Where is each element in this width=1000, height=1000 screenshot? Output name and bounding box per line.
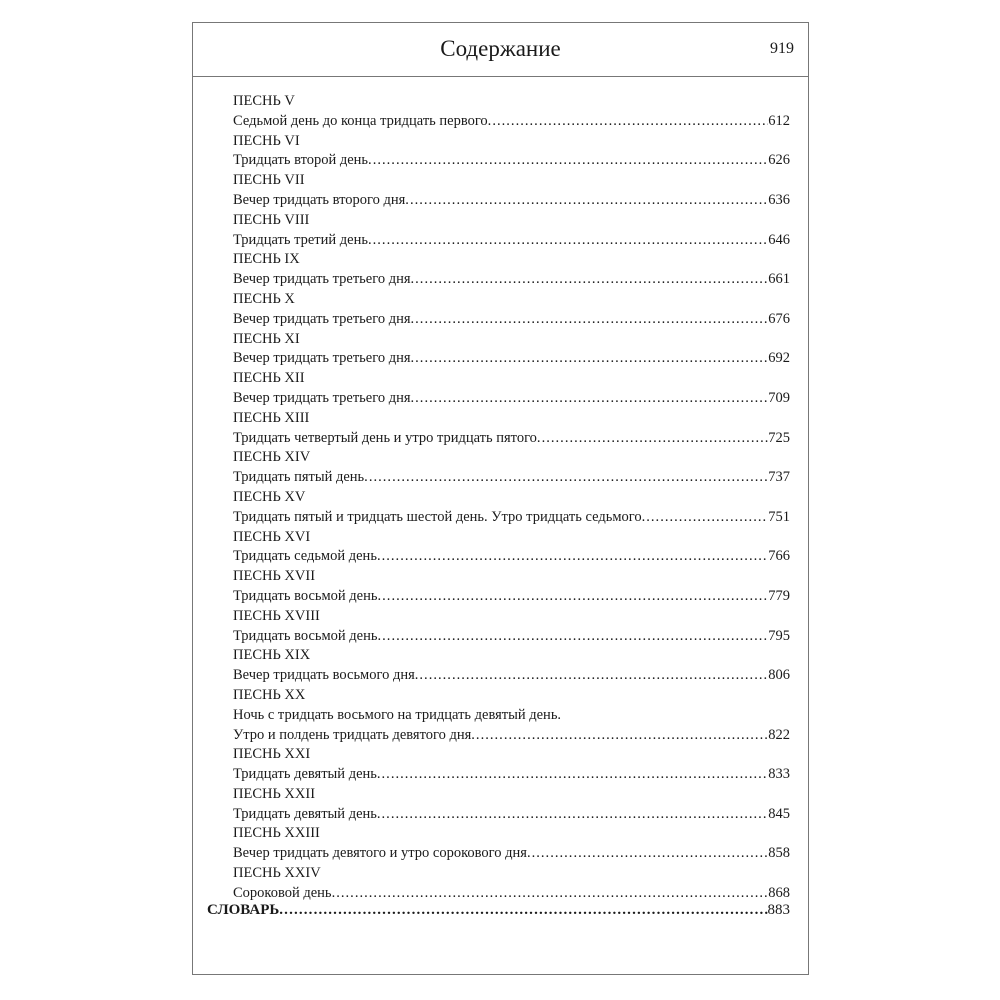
- toc-entry[interactable]: [233, 666, 790, 686]
- entry-page: 626: [768, 152, 790, 169]
- dot-leader: [471, 726, 768, 746]
- canto-heading: ПЕСНЬ XII: [233, 370, 305, 387]
- toc-entry[interactable]: [233, 884, 790, 904]
- entry-title-line: Ночь с тридцать восьмого на тридцать девятый день.: [233, 706, 562, 723]
- entry-page: 845: [768, 805, 790, 822]
- toc-entry[interactable]: [233, 389, 790, 409]
- entry-page: 737: [768, 469, 790, 486]
- entry-page: 636: [768, 191, 790, 208]
- canto-heading: ПЕСНЬ XIX: [233, 647, 311, 664]
- entry-page: 868: [768, 884, 790, 901]
- entry-page: 822: [768, 726, 790, 743]
- dot-leader: [377, 765, 768, 785]
- canto-heading: ПЕСНЬ XIII: [233, 409, 310, 426]
- entry-title: Тридцать второй день: [233, 152, 369, 169]
- entry-page: 858: [768, 845, 790, 862]
- canto-heading: ПЕСНЬ XV: [233, 488, 306, 505]
- toc-entry[interactable]: [233, 627, 790, 647]
- dot-leader: [411, 389, 769, 409]
- toc-page: [192, 22, 809, 975]
- entry-page: 692: [768, 350, 790, 367]
- canto-heading: ПЕСНЬ XI: [233, 330, 300, 347]
- dot-leader: [488, 112, 769, 132]
- entry-title: Тридцать девятый день: [233, 805, 377, 822]
- dot-leader: [537, 429, 768, 449]
- entry-title: Вечер тридцать восьмого дня: [233, 667, 415, 684]
- canto-heading: ПЕСНЬ V: [233, 93, 295, 109]
- entry-title: Утро и полдень тридцать девятого дня: [233, 726, 472, 743]
- entry-title: Седьмой день до конца тридцать первого: [233, 112, 488, 129]
- toc-entry[interactable]: [233, 508, 790, 528]
- dot-leader: [377, 805, 768, 825]
- canto-heading: ПЕСНЬ XXII: [233, 785, 316, 802]
- table-of-contents: [233, 92, 790, 904]
- canto-heading: ПЕСНЬ XXIII: [233, 825, 320, 842]
- toc-entry-dictionary[interactable]: [207, 902, 790, 919]
- entry-page: 766: [768, 548, 790, 565]
- entry-page: 833: [768, 766, 790, 783]
- entry-title: Вечер тридцать девятого и утро сорокового дня: [233, 845, 527, 862]
- dot-leader: [279, 902, 767, 919]
- entry-title: Сороковой день: [233, 884, 332, 901]
- entry-title: Тридцать пятый день: [233, 469, 365, 486]
- dot-leader: [332, 884, 769, 904]
- toc-entry[interactable]: [233, 805, 790, 825]
- entry-title: СЛОВАРЬ: [207, 902, 280, 918]
- entry-page: 661: [768, 271, 790, 288]
- entry-page: 725: [768, 429, 790, 446]
- dot-leader: [527, 844, 768, 864]
- page-title: Содержание: [440, 36, 561, 61]
- canto-heading: ПЕСНЬ XVIII: [233, 607, 320, 624]
- dot-leader: [377, 547, 768, 567]
- toc-entry[interactable]: [233, 349, 790, 369]
- canto-heading: ПЕСНЬ XVII: [233, 568, 316, 585]
- toc-entry[interactable]: [233, 231, 790, 251]
- canto-heading: ПЕСНЬ XX: [233, 686, 306, 703]
- dot-leader: [368, 151, 768, 171]
- entry-title: Тридцать девятый день: [233, 766, 377, 783]
- dot-leader: [405, 191, 768, 211]
- entry-title: Вечер тридцать третьего дня: [233, 350, 411, 367]
- dot-leader: [368, 231, 768, 251]
- canto-heading: ПЕСНЬ IX: [233, 251, 300, 268]
- dot-leader: [411, 270, 769, 290]
- entry-title: Вечер тридцать третьего дня: [233, 389, 411, 406]
- toc-entry[interactable]: [233, 844, 790, 864]
- entry-title: Тридцать восьмой день: [233, 587, 378, 604]
- entry-page: 646: [768, 231, 790, 248]
- canto-heading: ПЕСНЬ XXI: [233, 746, 311, 763]
- entry-title: Вечер тридцать третьего дня: [233, 310, 411, 327]
- entry-title: Вечер тридцать второго дня: [233, 191, 406, 208]
- toc-entry[interactable]: [233, 587, 790, 607]
- page-number: 919: [770, 40, 794, 57]
- toc-entry[interactable]: [233, 547, 790, 567]
- toc-entry[interactable]: [233, 310, 790, 330]
- entry-page: 795: [768, 627, 790, 644]
- entry-title: Тридцать седьмой день: [233, 548, 377, 565]
- toc-entry[interactable]: [233, 726, 790, 746]
- dot-leader: [411, 310, 769, 330]
- entry-page: 883: [767, 902, 790, 918]
- toc-entry[interactable]: [233, 429, 790, 449]
- canto-heading: ПЕСНЬ VIII: [233, 211, 310, 228]
- toc-entry[interactable]: [233, 270, 790, 290]
- entry-page: 806: [768, 667, 790, 684]
- entry-page: 709: [768, 389, 790, 406]
- toc-entry[interactable]: [233, 112, 790, 132]
- toc-entry[interactable]: [233, 151, 790, 171]
- canto-heading: ПЕСНЬ XXIV: [233, 865, 321, 882]
- toc-entry[interactable]: [233, 765, 790, 785]
- dot-leader: [411, 349, 769, 369]
- dot-leader: [642, 508, 769, 528]
- page-header: [193, 23, 808, 77]
- entry-title: Вечер тридцать третьего дня: [233, 271, 411, 288]
- entry-title: Тридцать третий день: [233, 231, 368, 248]
- entry-title: Тридцать четвертый день и утро тридцать пятого: [233, 429, 537, 446]
- toc-entry[interactable]: [233, 191, 790, 211]
- canto-heading: ПЕСНЬ X: [233, 290, 295, 307]
- entry-title: Тридцать пятый и тридцать шестой день. Утро тридцать седьмого: [233, 508, 642, 525]
- dot-leader: [378, 627, 769, 647]
- entry-title: Тридцать восьмой день: [233, 627, 378, 644]
- dot-leader: [415, 666, 769, 686]
- canto-heading: ПЕСНЬ VII: [233, 172, 305, 189]
- entry-page: 676: [768, 310, 790, 327]
- entry-page: 751: [768, 508, 790, 525]
- dot-leader: [364, 468, 768, 488]
- canto-heading: ПЕСНЬ XVI: [233, 528, 311, 545]
- entry-page: 779: [768, 587, 790, 604]
- toc-entry[interactable]: [233, 468, 790, 488]
- canto-heading: ПЕСНЬ VI: [233, 132, 300, 149]
- entry-page: 612: [768, 112, 790, 129]
- canto-heading: ПЕСНЬ XIV: [233, 449, 311, 466]
- dot-leader: [378, 587, 769, 607]
